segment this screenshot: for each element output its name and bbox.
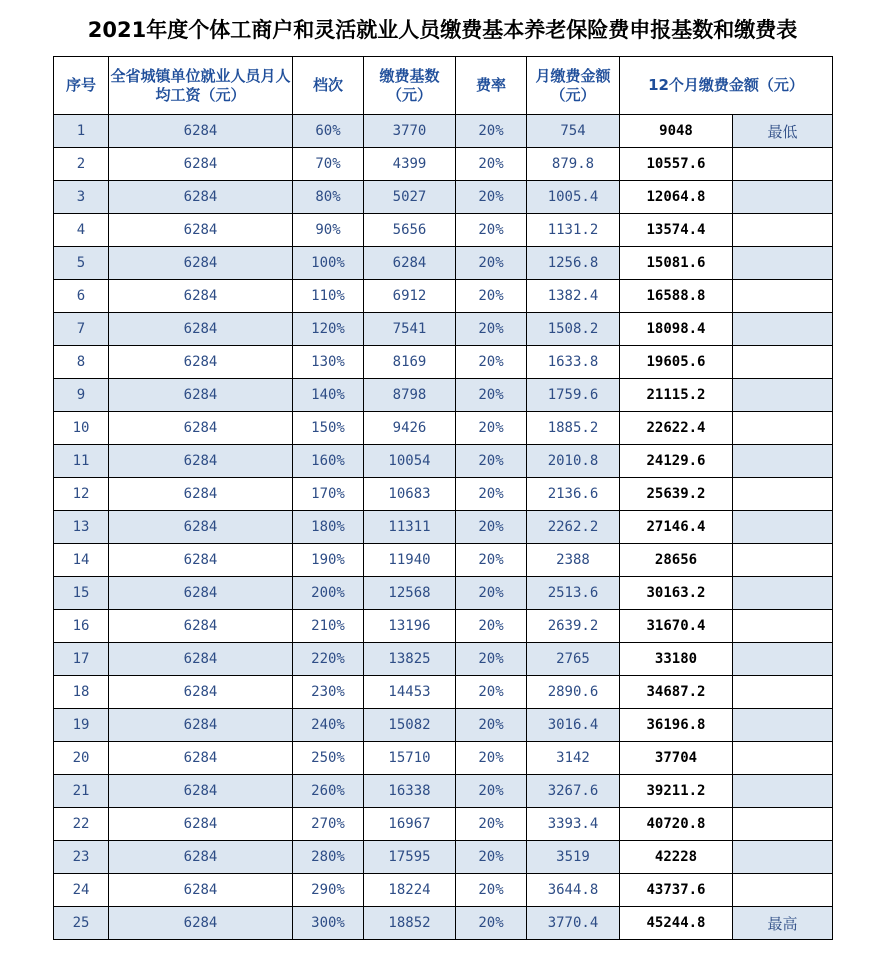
cell-grade: 90% <box>293 214 364 247</box>
cell-grade: 200% <box>293 577 364 610</box>
table-body <box>54 115 833 940</box>
cell-annual: 36196.8 <box>620 709 733 742</box>
cell-avg-wage: 6284 <box>109 610 293 643</box>
cell-grade: 210% <box>293 610 364 643</box>
cell-annual: 43737.6 <box>620 874 733 907</box>
cell-annual: 39211.2 <box>620 775 733 808</box>
cell-annual: 12064.8 <box>620 181 733 214</box>
table-row <box>54 874 833 907</box>
cell-avg-wage: 6284 <box>109 742 293 775</box>
cell-seq: 13 <box>54 511 109 544</box>
table-row <box>54 610 833 643</box>
cell-rate: 20% <box>456 808 527 841</box>
cell-annual: 28656 <box>620 544 733 577</box>
cell-annual: 25639.2 <box>620 478 733 511</box>
cell-seq: 22 <box>54 808 109 841</box>
contribution-table <box>53 56 833 940</box>
cell-monthly: 1382.4 <box>527 280 620 313</box>
cell-rate: 20% <box>456 907 527 940</box>
cell-note <box>733 346 833 379</box>
cell-grade: 220% <box>293 643 364 676</box>
cell-monthly: 1885.2 <box>527 412 620 445</box>
cell-avg-wage: 6284 <box>109 808 293 841</box>
cell-avg-wage: 6284 <box>109 709 293 742</box>
cell-rate: 20% <box>456 676 527 709</box>
table-row <box>54 214 833 247</box>
cell-seq: 23 <box>54 841 109 874</box>
cell-base: 16338 <box>364 775 456 808</box>
cell-base: 5027 <box>364 181 456 214</box>
cell-annual: 24129.6 <box>620 445 733 478</box>
cell-annual: 18098.4 <box>620 313 733 346</box>
header-grade: 档次 <box>293 57 364 115</box>
cell-annual: 45244.8 <box>620 907 733 940</box>
cell-monthly: 754 <box>527 115 620 148</box>
cell-base: 6284 <box>364 247 456 280</box>
cell-monthly: 2388 <box>527 544 620 577</box>
cell-seq: 18 <box>54 676 109 709</box>
cell-grade: 100% <box>293 247 364 280</box>
cell-rate: 20% <box>456 280 527 313</box>
cell-seq: 8 <box>54 346 109 379</box>
cell-grade: 230% <box>293 676 364 709</box>
cell-annual: 9048 <box>620 115 733 148</box>
table-row <box>54 808 833 841</box>
cell-note <box>733 379 833 412</box>
cell-base: 12568 <box>364 577 456 610</box>
cell-seq: 17 <box>54 643 109 676</box>
header-base: 缴费基数（元） <box>364 57 456 115</box>
cell-base: 10054 <box>364 445 456 478</box>
table-row <box>54 577 833 610</box>
cell-monthly: 2639.2 <box>527 610 620 643</box>
table-row <box>54 181 833 214</box>
cell-note <box>733 577 833 610</box>
table-row <box>54 313 833 346</box>
cell-rate: 20% <box>456 379 527 412</box>
cell-rate: 20% <box>456 709 527 742</box>
table-row <box>54 346 833 379</box>
header-monthly: 月缴费金额（元） <box>527 57 620 115</box>
cell-base: 5656 <box>364 214 456 247</box>
table-row <box>54 742 833 775</box>
cell-seq: 10 <box>54 412 109 445</box>
cell-base: 8798 <box>364 379 456 412</box>
cell-avg-wage: 6284 <box>109 544 293 577</box>
cell-note <box>733 610 833 643</box>
cell-annual: 27146.4 <box>620 511 733 544</box>
cell-monthly: 2010.8 <box>527 445 620 478</box>
cell-grade: 290% <box>293 874 364 907</box>
table-row <box>54 379 833 412</box>
cell-base: 14453 <box>364 676 456 709</box>
table-row <box>54 676 833 709</box>
cell-rate: 20% <box>456 313 527 346</box>
cell-annual: 33180 <box>620 643 733 676</box>
cell-rate: 20% <box>456 775 527 808</box>
cell-base: 10683 <box>364 478 456 511</box>
cell-grade: 180% <box>293 511 364 544</box>
cell-rate: 20% <box>456 247 527 280</box>
cell-annual: 15081.6 <box>620 247 733 280</box>
cell-seq: 9 <box>54 379 109 412</box>
header-rate: 费率 <box>456 57 527 115</box>
cell-monthly: 879.8 <box>527 148 620 181</box>
cell-note <box>733 280 833 313</box>
cell-base: 6912 <box>364 280 456 313</box>
cell-monthly: 3393.4 <box>527 808 620 841</box>
cell-seq: 25 <box>54 907 109 940</box>
table-row <box>54 775 833 808</box>
cell-annual: 10557.6 <box>620 148 733 181</box>
cell-rate: 20% <box>456 511 527 544</box>
cell-base: 9426 <box>364 412 456 445</box>
cell-note <box>733 313 833 346</box>
cell-annual: 34687.2 <box>620 676 733 709</box>
cell-seq: 16 <box>54 610 109 643</box>
cell-rate: 20% <box>456 181 527 214</box>
cell-monthly: 1256.8 <box>527 247 620 280</box>
cell-base: 15710 <box>364 742 456 775</box>
cell-avg-wage: 6284 <box>109 907 293 940</box>
table-row <box>54 115 833 148</box>
cell-grade: 260% <box>293 775 364 808</box>
cell-avg-wage: 6284 <box>109 181 293 214</box>
cell-note <box>733 412 833 445</box>
cell-avg-wage: 6284 <box>109 247 293 280</box>
cell-annual: 16588.8 <box>620 280 733 313</box>
header-annual: 12个月缴费金额（元） <box>620 57 833 115</box>
cell-note <box>733 214 833 247</box>
header-seq: 序号 <box>54 57 109 115</box>
cell-grade: 140% <box>293 379 364 412</box>
cell-monthly: 2765 <box>527 643 620 676</box>
cell-annual: 19605.6 <box>620 346 733 379</box>
header-row <box>54 57 833 115</box>
table-row <box>54 412 833 445</box>
cell-avg-wage: 6284 <box>109 313 293 346</box>
cell-base: 13825 <box>364 643 456 676</box>
cell-rate: 20% <box>456 841 527 874</box>
cell-note <box>733 643 833 676</box>
cell-avg-wage: 6284 <box>109 511 293 544</box>
table-row <box>54 907 833 940</box>
cell-annual: 30163.2 <box>620 577 733 610</box>
cell-note <box>733 709 833 742</box>
cell-seq: 20 <box>54 742 109 775</box>
cell-note <box>733 544 833 577</box>
cell-seq: 5 <box>54 247 109 280</box>
cell-monthly: 1633.8 <box>527 346 620 379</box>
table-row <box>54 841 833 874</box>
table-row <box>54 478 833 511</box>
cell-monthly: 3016.4 <box>527 709 620 742</box>
cell-grade: 80% <box>293 181 364 214</box>
cell-base: 7541 <box>364 313 456 346</box>
cell-rate: 20% <box>456 610 527 643</box>
table-row <box>54 709 833 742</box>
cell-seq: 3 <box>54 181 109 214</box>
cell-seq: 7 <box>54 313 109 346</box>
cell-annual: 21115.2 <box>620 379 733 412</box>
cell-note <box>733 478 833 511</box>
cell-note <box>733 676 833 709</box>
cell-grade: 280% <box>293 841 364 874</box>
cell-base: 16967 <box>364 808 456 841</box>
cell-note: 最高 <box>733 907 833 940</box>
cell-note <box>733 181 833 214</box>
cell-rate: 20% <box>456 874 527 907</box>
cell-note <box>733 511 833 544</box>
cell-monthly: 2262.2 <box>527 511 620 544</box>
cell-grade: 150% <box>293 412 364 445</box>
page-title: 2021年度个体工商户和灵活就业人员缴费基本养老保险费申报基数和缴费表 <box>87 18 798 42</box>
cell-grade: 130% <box>293 346 364 379</box>
cell-seq: 6 <box>54 280 109 313</box>
cell-monthly: 1131.2 <box>527 214 620 247</box>
cell-grade: 170% <box>293 478 364 511</box>
cell-rate: 20% <box>456 214 527 247</box>
cell-note <box>733 148 833 181</box>
table-row <box>54 643 833 676</box>
cell-base: 18852 <box>364 907 456 940</box>
cell-grade: 250% <box>293 742 364 775</box>
cell-rate: 20% <box>456 115 527 148</box>
cell-base: 4399 <box>364 148 456 181</box>
cell-avg-wage: 6284 <box>109 775 293 808</box>
cell-grade: 120% <box>293 313 364 346</box>
cell-annual: 37704 <box>620 742 733 775</box>
header-avg-wage: 全省城镇单位就业人员月人均工资（元） <box>109 57 293 115</box>
table-row <box>54 511 833 544</box>
cell-monthly: 2136.6 <box>527 478 620 511</box>
cell-note: 最低 <box>733 115 833 148</box>
cell-monthly: 1508.2 <box>527 313 620 346</box>
cell-base: 11311 <box>364 511 456 544</box>
cell-base: 13196 <box>364 610 456 643</box>
cell-base: 15082 <box>364 709 456 742</box>
cell-note <box>733 874 833 907</box>
cell-rate: 20% <box>456 445 527 478</box>
cell-note <box>733 808 833 841</box>
table-row <box>54 280 833 313</box>
cell-monthly: 3644.8 <box>527 874 620 907</box>
cell-annual: 13574.4 <box>620 214 733 247</box>
cell-rate: 20% <box>456 577 527 610</box>
cell-base: 17595 <box>364 841 456 874</box>
cell-grade: 160% <box>293 445 364 478</box>
cell-note <box>733 247 833 280</box>
cell-seq: 11 <box>54 445 109 478</box>
cell-avg-wage: 6284 <box>109 148 293 181</box>
cell-avg-wage: 6284 <box>109 577 293 610</box>
cell-grade: 60% <box>293 115 364 148</box>
cell-seq: 21 <box>54 775 109 808</box>
cell-seq: 2 <box>54 148 109 181</box>
cell-grade: 110% <box>293 280 364 313</box>
table-row <box>54 445 833 478</box>
table-row <box>54 148 833 181</box>
cell-rate: 20% <box>456 643 527 676</box>
cell-rate: 20% <box>456 742 527 775</box>
cell-note <box>733 775 833 808</box>
cell-note <box>733 742 833 775</box>
cell-monthly: 3142 <box>527 742 620 775</box>
cell-rate: 20% <box>456 346 527 379</box>
cell-annual: 22622.4 <box>620 412 733 445</box>
cell-grade: 70% <box>293 148 364 181</box>
cell-avg-wage: 6284 <box>109 214 293 247</box>
cell-seq: 4 <box>54 214 109 247</box>
cell-seq: 1 <box>54 115 109 148</box>
cell-monthly: 1759.6 <box>527 379 620 412</box>
cell-grade: 270% <box>293 808 364 841</box>
cell-avg-wage: 6284 <box>109 412 293 445</box>
cell-note <box>733 841 833 874</box>
cell-base: 18224 <box>364 874 456 907</box>
cell-avg-wage: 6284 <box>109 445 293 478</box>
cell-grade: 300% <box>293 907 364 940</box>
cell-monthly: 3770.4 <box>527 907 620 940</box>
cell-avg-wage: 6284 <box>109 478 293 511</box>
cell-seq: 19 <box>54 709 109 742</box>
cell-seq: 15 <box>54 577 109 610</box>
cell-note <box>733 445 833 478</box>
cell-avg-wage: 6284 <box>109 115 293 148</box>
cell-annual: 40720.8 <box>620 808 733 841</box>
cell-avg-wage: 6284 <box>109 346 293 379</box>
cell-avg-wage: 6284 <box>109 643 293 676</box>
cell-rate: 20% <box>456 412 527 445</box>
cell-rate: 20% <box>456 544 527 577</box>
cell-monthly: 2513.6 <box>527 577 620 610</box>
cell-avg-wage: 6284 <box>109 874 293 907</box>
cell-base: 3770 <box>364 115 456 148</box>
cell-annual: 31670.4 <box>620 610 733 643</box>
cell-seq: 12 <box>54 478 109 511</box>
cell-base: 11940 <box>364 544 456 577</box>
cell-avg-wage: 6284 <box>109 379 293 412</box>
cell-monthly: 2890.6 <box>527 676 620 709</box>
table-row <box>54 247 833 280</box>
cell-avg-wage: 6284 <box>109 280 293 313</box>
cell-avg-wage: 6284 <box>109 676 293 709</box>
cell-rate: 20% <box>456 148 527 181</box>
cell-monthly: 1005.4 <box>527 181 620 214</box>
cell-seq: 24 <box>54 874 109 907</box>
cell-base: 8169 <box>364 346 456 379</box>
cell-grade: 240% <box>293 709 364 742</box>
cell-grade: 190% <box>293 544 364 577</box>
cell-monthly: 3267.6 <box>527 775 620 808</box>
cell-rate: 20% <box>456 478 527 511</box>
cell-monthly: 3519 <box>527 841 620 874</box>
cell-annual: 42228 <box>620 841 733 874</box>
cell-avg-wage: 6284 <box>109 841 293 874</box>
cell-seq: 14 <box>54 544 109 577</box>
table-row <box>54 544 833 577</box>
